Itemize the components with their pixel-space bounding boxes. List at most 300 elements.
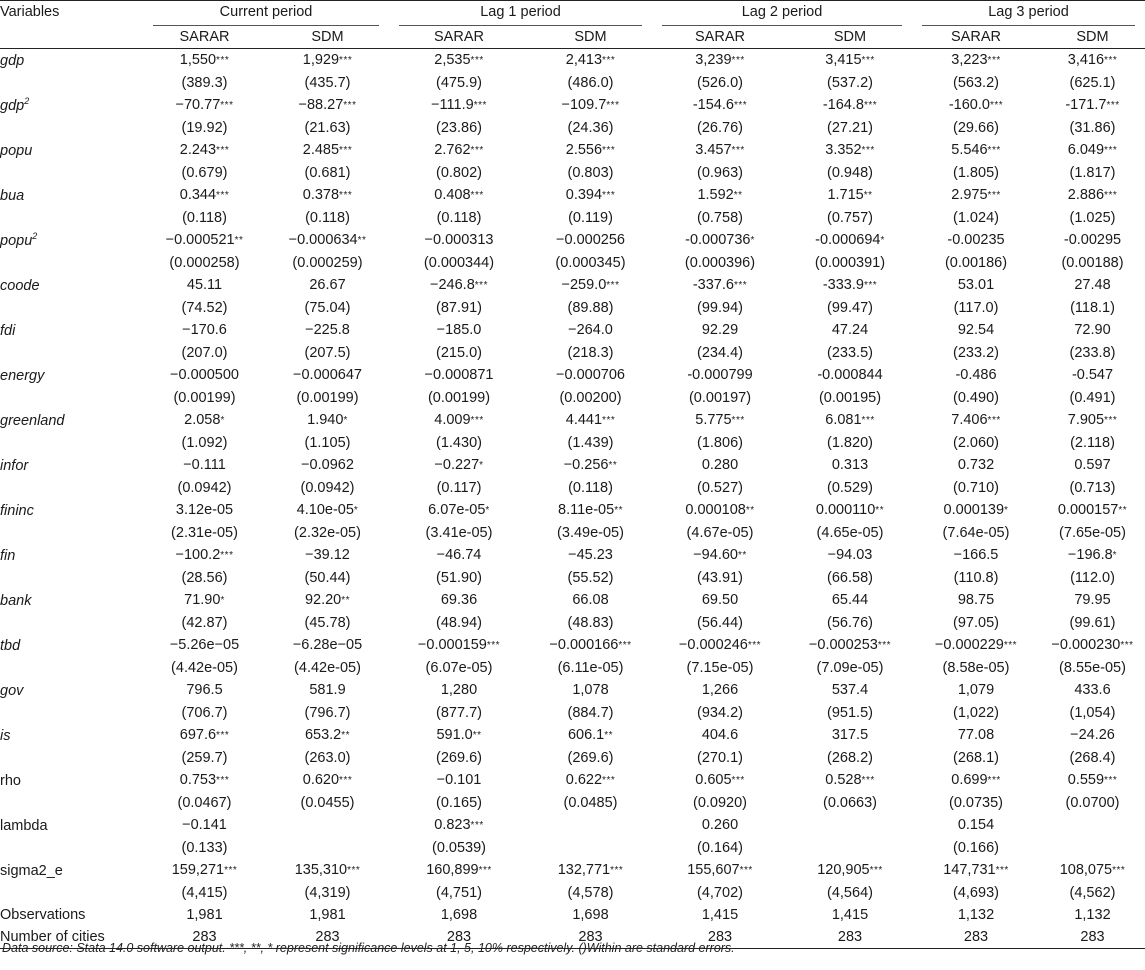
variable-name: popu: [0, 232, 33, 249]
significance-stars: **: [341, 730, 351, 741]
empty-label-cell: [0, 432, 143, 454]
standard-error-cell: (263.0): [304, 750, 351, 766]
coefficient-value: −94.03: [827, 547, 873, 563]
coefficient-cell: [1040, 319, 1145, 342]
significance-stars: ***: [216, 145, 230, 156]
coefficient-value: 606.1: [567, 727, 605, 743]
coefficient-cell: [912, 769, 1040, 792]
standard-error-row: [0, 522, 1145, 544]
empty-label-cell: [0, 747, 143, 769]
coefficient-value: −0.000253: [808, 637, 878, 653]
coefficient-value: −0.000521: [165, 232, 235, 248]
coefficient-cell: [788, 499, 912, 522]
coefficient-value: −185.0: [436, 322, 482, 338]
coefficient-cell: [529, 679, 652, 702]
coefficient-value: 6.049: [1067, 142, 1105, 158]
coefficient-value: 0.000108: [685, 502, 746, 518]
coefficient-cell: [529, 229, 652, 252]
coefficient-cell: [529, 589, 652, 612]
standard-error-cell: (0.118): [568, 480, 613, 496]
coefficient-cell: [788, 49, 912, 73]
standard-error-cell: (0.00186): [944, 255, 1008, 271]
coefficient-value: 5.775: [695, 412, 732, 428]
coefficient-cell: [1040, 814, 1145, 837]
coefficient-value: −246.8: [430, 277, 475, 293]
coefficient-cell: [529, 859, 652, 882]
standard-error-cell: (4,702): [697, 885, 743, 901]
standard-error-cell: (0.527): [697, 480, 743, 496]
coefficient-cell: [652, 634, 788, 657]
coefficient-cell: [788, 364, 912, 387]
standard-error-row: [0, 612, 1145, 634]
variable-name: popu: [0, 142, 33, 159]
coefficient-cell: [652, 229, 788, 252]
coefficient-value: 65.44: [831, 592, 869, 608]
variable-label: [0, 49, 143, 73]
significance-stars: *: [1004, 505, 1009, 516]
standard-error-cell: (1,054): [1069, 705, 1116, 721]
standard-error-cell: [1040, 837, 1145, 859]
coefficient-value: -333.9: [822, 277, 864, 293]
empty-label-cell: [0, 882, 143, 904]
coefficient-value: 45.11: [186, 277, 223, 293]
coefficient-value: 0.000139: [943, 502, 1005, 518]
variable-name: is: [0, 727, 11, 744]
standard-error-row: [0, 882, 1145, 904]
coefficient-cell: [1040, 49, 1145, 73]
standard-error-cell: (0.00199): [296, 390, 359, 406]
standard-error-cell: (66.58): [827, 570, 873, 586]
coefficient-value: 71.90: [184, 592, 221, 608]
variable-label: [0, 184, 143, 207]
coefficient-row: [0, 319, 1145, 342]
coefficient-cell: [389, 94, 529, 117]
table-note: Data source: Stata 14.0 software output. ***, **, * represent significance levels at 1, 5, 10% respectively. ()Within are standard errors.: [2, 941, 735, 955]
standard-error-cell: (1.024): [953, 210, 999, 226]
coefficient-value: 0.732: [957, 457, 995, 473]
coefficient-cell: [389, 364, 529, 387]
coefficient-row: [0, 634, 1145, 657]
coefficient-value: 317.5: [831, 727, 869, 743]
standard-error-cell: (1.105): [304, 435, 351, 451]
coefficient-cell: [912, 184, 1040, 207]
coefficient-value: 3,239: [695, 52, 732, 68]
coefficient-cell: [788, 274, 912, 297]
standard-error-cell: (56.76): [827, 615, 873, 631]
coefficient-value: −170.6: [182, 322, 227, 338]
coefficient-cell: [143, 589, 266, 612]
coefficient-row: [0, 859, 1145, 882]
coefficient-cell: [529, 724, 652, 747]
coefficient-cell: [788, 184, 912, 207]
coefficient-cell: [266, 769, 389, 792]
significance-stars: ***: [343, 100, 357, 111]
significance-stars: ***: [602, 190, 616, 201]
coefficient-cell: [143, 454, 266, 477]
coefficient-cell: [143, 724, 266, 747]
standard-error-cell: (4,564): [827, 885, 873, 901]
coefficient-value: 4.10e-05: [296, 502, 354, 518]
standard-error-cell: (4,693): [953, 885, 999, 901]
summary-value: 1,415: [701, 907, 739, 923]
significance-stars: ***: [747, 640, 762, 651]
coefficient-value: −0.000634: [288, 232, 358, 248]
coefficient-value: −0.000647: [293, 367, 362, 383]
coefficient-value: -0.00295: [1063, 232, 1122, 248]
variable-label: [0, 814, 143, 837]
significance-stars: **: [357, 235, 367, 246]
coefficient-cell: [266, 814, 389, 837]
significance-stars: **: [1118, 505, 1128, 516]
standard-error-cell: (99.94): [697, 300, 743, 316]
coefficient-value: 537.4: [831, 682, 869, 698]
standard-error-cell: (268.1): [953, 750, 999, 766]
significance-stars: ***: [216, 190, 230, 201]
standard-error-cell: (0.118): [436, 210, 482, 226]
coefficient-value: -0.547: [1071, 367, 1114, 383]
coefficient-value: 0.528: [825, 772, 862, 788]
standard-error-cell: (1.820): [827, 435, 873, 451]
significance-stars: ***: [220, 550, 234, 561]
variable-label: [0, 679, 143, 702]
significance-stars: **: [875, 505, 885, 516]
coefficient-row: [0, 94, 1145, 117]
significance-stars: ***: [347, 865, 361, 876]
coefficient-cell: [143, 274, 266, 297]
standard-error-cell: (43.91): [697, 570, 743, 586]
coefficient-value: 3,223: [951, 52, 988, 68]
coefficient-value: 77.08: [957, 727, 995, 743]
variable-label: [0, 364, 143, 387]
model-header: SDM: [1076, 29, 1109, 45]
significance-stars: ***: [877, 640, 892, 651]
coefficient-value: 7.905: [1067, 412, 1105, 428]
coefficient-value: 0.620: [302, 772, 340, 788]
coefficient-cell: [389, 139, 529, 162]
significance-stars: ***: [216, 55, 230, 66]
coefficient-value: −111.9: [431, 97, 474, 113]
coefficient-cell: [652, 184, 788, 207]
standard-error-cell: (0.165): [436, 795, 482, 811]
standard-error-row: [0, 117, 1145, 139]
standard-error-cell: (29.66): [953, 120, 999, 136]
coefficient-cell: [266, 229, 389, 252]
coefficient-cell: [266, 589, 389, 612]
coefficient-value: −259.0: [561, 277, 607, 293]
coefficient-value: 79.95: [1074, 592, 1111, 608]
coefficient-row: [0, 544, 1145, 567]
significance-stars: ***: [339, 775, 353, 786]
coefficient-cell: [912, 814, 1040, 837]
coefficient-cell: [389, 859, 529, 882]
coefficient-cell: [266, 454, 389, 477]
variable-name: fininc: [0, 502, 34, 519]
standard-error-cell: (0.713): [1069, 480, 1116, 496]
coefficient-value: 120,905: [817, 862, 870, 878]
empty-label-cell: [0, 387, 143, 409]
coefficient-cell: [143, 814, 266, 837]
standard-error-cell: (112.0): [1070, 570, 1115, 586]
coefficient-value: 132,771: [557, 862, 611, 878]
coefficient-value: 3,416: [1067, 52, 1105, 68]
standard-error-cell: (207.0): [181, 345, 228, 361]
summary-value: 1,698: [572, 907, 609, 923]
coefficient-value: −0.141: [182, 817, 227, 833]
group-header-row: [0, 1, 1145, 27]
coefficient-value: −0.000159: [417, 637, 487, 653]
standard-error-cell: (0.803): [567, 165, 614, 181]
variable-label: [0, 319, 143, 342]
significance-stars: ***: [602, 775, 616, 786]
coefficient-cell: [652, 544, 788, 567]
standard-error-cell: (269.6): [567, 750, 614, 766]
standard-error-cell: (0.529): [827, 480, 873, 496]
standard-error-cell: (4,562): [1069, 885, 1116, 901]
significance-stars: ***: [610, 865, 624, 876]
coefficient-cell: [788, 139, 912, 162]
empty-label-cell: [0, 477, 143, 499]
standard-error-cell: (0.00199): [427, 390, 491, 406]
coefficient-value: −0.111: [183, 457, 226, 473]
summary-value: 1,981: [309, 907, 346, 923]
significance-stars: ***: [618, 640, 632, 651]
coefficient-value: −6.28e−05: [292, 637, 363, 653]
coefficient-value: −0.000500: [170, 367, 239, 383]
coefficient-row: [0, 454, 1145, 477]
significance-stars: *: [220, 595, 225, 606]
standard-error-cell: (0.166): [953, 840, 999, 856]
standard-error-row: [0, 252, 1145, 274]
coefficient-value: 0.378: [302, 187, 340, 203]
coefficient-cell: [529, 544, 652, 567]
standard-error-cell: (526.0): [697, 75, 743, 91]
coefficient-value: 72.90: [1074, 322, 1111, 338]
coefficient-value: 1,550: [179, 52, 217, 68]
standard-error-row: [0, 432, 1145, 454]
significance-stars: ***: [473, 100, 487, 111]
coefficient-value: 0.622: [565, 772, 603, 788]
standard-error-cell: (0.0942): [177, 480, 232, 496]
summary-label: Number of cities: [0, 929, 105, 945]
empty-label-cell: [0, 117, 143, 139]
significance-stars: *: [479, 460, 484, 471]
significance-stars: ***: [987, 145, 1001, 156]
coefficient-value: -160.0: [948, 97, 990, 113]
coefficient-value: -0.486: [955, 367, 997, 383]
significance-stars: ***: [606, 100, 620, 111]
coefficient-value: 3,415: [825, 52, 862, 68]
variable-label: [0, 589, 143, 612]
standard-error-cell: (0.00199): [173, 390, 236, 406]
coefficient-value: −0.000229: [934, 637, 1004, 653]
summary-value: 283: [315, 929, 340, 945]
standard-error-cell: (269.6): [436, 750, 482, 766]
significance-stars: ***: [220, 100, 234, 111]
coefficient-value: −0.000871: [424, 367, 494, 383]
variable-name: bua: [0, 187, 25, 204]
significance-stars: ***: [602, 415, 616, 426]
coefficient-value: 0.699: [951, 772, 988, 788]
standard-error-cell: (2.060): [953, 435, 999, 451]
standard-error-row: [0, 657, 1145, 679]
coefficient-cell: [266, 364, 389, 387]
standard-error-cell: (2.31e-05): [171, 525, 238, 541]
standard-error-cell: (89.88): [567, 300, 614, 316]
standard-error-cell: (0.490): [953, 390, 999, 406]
standard-error-cell: (259.7): [181, 750, 228, 766]
variable-label: [0, 859, 143, 882]
standard-error-cell: (218.3): [567, 345, 614, 361]
coefficient-value: 0.344: [179, 187, 217, 203]
significance-stars: *: [880, 235, 885, 246]
coefficient-value: −46.74: [436, 547, 482, 563]
coefficient-row: [0, 769, 1145, 792]
coefficient-cell: [1040, 409, 1145, 432]
standard-error-cell: (0.000396): [684, 255, 756, 271]
standard-error-cell: (796.7): [304, 705, 351, 721]
coefficient-value: 26.67: [309, 277, 346, 293]
coefficient-cell: [529, 634, 652, 657]
significance-stars: ***: [731, 415, 745, 426]
significance-stars: **: [604, 730, 614, 741]
coefficient-cell: [389, 499, 529, 522]
coefficient-value: 2.556: [565, 142, 603, 158]
coefficient-value: 160,899: [426, 862, 479, 878]
standard-error-cell: (56.44): [697, 615, 743, 631]
coefficient-value: −0.000166: [549, 637, 619, 653]
coefficient-value: 1,280: [440, 682, 478, 698]
summary-value: 1,981: [186, 907, 223, 923]
standard-error-cell: (55.52): [567, 570, 614, 586]
coefficient-cell: [652, 814, 788, 837]
coefficient-cell: [652, 679, 788, 702]
coefficient-cell: [143, 229, 266, 252]
coefficient-cell: [788, 229, 912, 252]
coefficient-value: −0.000706: [556, 367, 625, 383]
significance-stars: ***: [863, 280, 878, 291]
standard-error-cell: (207.5): [304, 345, 351, 361]
coefficient-cell: [389, 634, 529, 657]
coefficient-value: 0.408: [434, 187, 471, 203]
coefficient-value: 2.762: [434, 142, 471, 158]
variable-name: bank: [0, 592, 32, 609]
significance-stars: ***: [869, 865, 883, 876]
standard-error-cell: (0.118): [182, 210, 227, 226]
coefficient-value: 8.11e-05: [558, 502, 615, 518]
coefficient-value: −0.000246: [678, 637, 748, 653]
coefficient-value: 27.48: [1074, 277, 1111, 293]
coefficient-value: −0.000313: [424, 232, 494, 248]
variable-label: [0, 544, 143, 567]
standard-error-cell: (110.8): [953, 570, 999, 586]
coefficient-cell: [912, 364, 1040, 387]
variable-name: fin: [0, 547, 16, 564]
coefficient-cell: [788, 544, 912, 567]
standard-error-row: [0, 387, 1145, 409]
standard-error-cell: (3.41e-05): [425, 525, 493, 541]
coefficient-cell: [652, 769, 788, 792]
coefficient-cell: [266, 139, 389, 162]
coefficient-cell: [389, 49, 529, 73]
coefficient-cell: [143, 769, 266, 792]
coefficient-cell: [1040, 454, 1145, 477]
coefficient-cell: [1040, 499, 1145, 522]
coefficient-value: −196.8: [1067, 547, 1113, 563]
coefficient-cell: [389, 814, 529, 837]
standard-error-cell: (99.47): [827, 300, 873, 316]
significance-stars: ***: [602, 55, 616, 66]
standard-error-cell: (4.42e-05): [171, 660, 238, 676]
standard-error-cell: (0.0942): [300, 480, 355, 496]
empty-label-cell: [0, 792, 143, 814]
standard-error-cell: (0.00195): [818, 390, 882, 406]
coefficient-value: 0.000157: [1057, 502, 1119, 518]
coefficient-value: 591.0: [436, 727, 473, 743]
coefficient-cell: [389, 184, 529, 207]
coefficient-cell: [143, 49, 266, 73]
coefficient-value: 0.000110: [815, 502, 876, 518]
standard-error-cell: (0.0455): [300, 795, 355, 811]
coefficient-value: 2,535: [434, 52, 471, 68]
standard-error-cell: (4.67e-05): [686, 525, 754, 541]
significance-stars: ***: [1104, 145, 1118, 156]
coefficient-cell: [389, 454, 529, 477]
coefficient-cell: [788, 769, 912, 792]
significance-stars: ***: [739, 865, 753, 876]
coefficient-cell: [266, 274, 389, 297]
standard-error-row: [0, 297, 1145, 319]
coefficient-cell: [529, 769, 652, 792]
coefficient-value: 3.457: [695, 142, 732, 158]
coefficient-cell: [652, 859, 788, 882]
standard-error-cell: [266, 837, 389, 859]
empty-label-cell: [0, 342, 143, 364]
summary-value: 283: [446, 929, 472, 945]
significance-stars: ***: [1104, 415, 1118, 426]
standard-error-cell: (0.119): [568, 210, 613, 226]
standard-error-cell: (7.64e-05): [942, 525, 1010, 541]
significance-stars: **: [733, 190, 743, 201]
standard-error-cell: (1.439): [567, 435, 614, 451]
significance-stars: ***: [861, 55, 875, 66]
standard-error-cell: (0.000258): [169, 255, 240, 271]
standard-error-cell: (0.00188): [1061, 255, 1124, 271]
standard-error-cell: (233.5): [827, 345, 873, 361]
coefficient-cell: [529, 499, 652, 522]
significance-stars: ***: [339, 145, 353, 156]
significance-stars: ***: [733, 100, 748, 111]
coefficient-value: 4.009: [434, 412, 471, 428]
standard-error-cell: (0.000391): [814, 255, 886, 271]
coefficient-cell: [143, 634, 266, 657]
variable-name: energy: [0, 367, 45, 384]
standard-error-cell: (7.15e-05): [686, 660, 754, 676]
significance-stars: ***: [1106, 100, 1120, 111]
standard-error-cell: (625.1): [1069, 75, 1116, 91]
standard-error-row: [0, 342, 1145, 364]
coefficient-cell: [1040, 139, 1145, 162]
standard-error-cell: [529, 837, 652, 859]
standard-error-cell: (0.164): [697, 840, 743, 856]
coefficient-cell: [652, 499, 788, 522]
significance-stars: *: [750, 235, 755, 246]
standard-error-cell: (0.00197): [688, 390, 752, 406]
standard-error-cell: [788, 837, 912, 859]
coefficient-cell: [652, 364, 788, 387]
standard-error-cell: (4,415): [181, 885, 228, 901]
coefficient-cell: [1040, 589, 1145, 612]
variable-label: [0, 634, 143, 657]
